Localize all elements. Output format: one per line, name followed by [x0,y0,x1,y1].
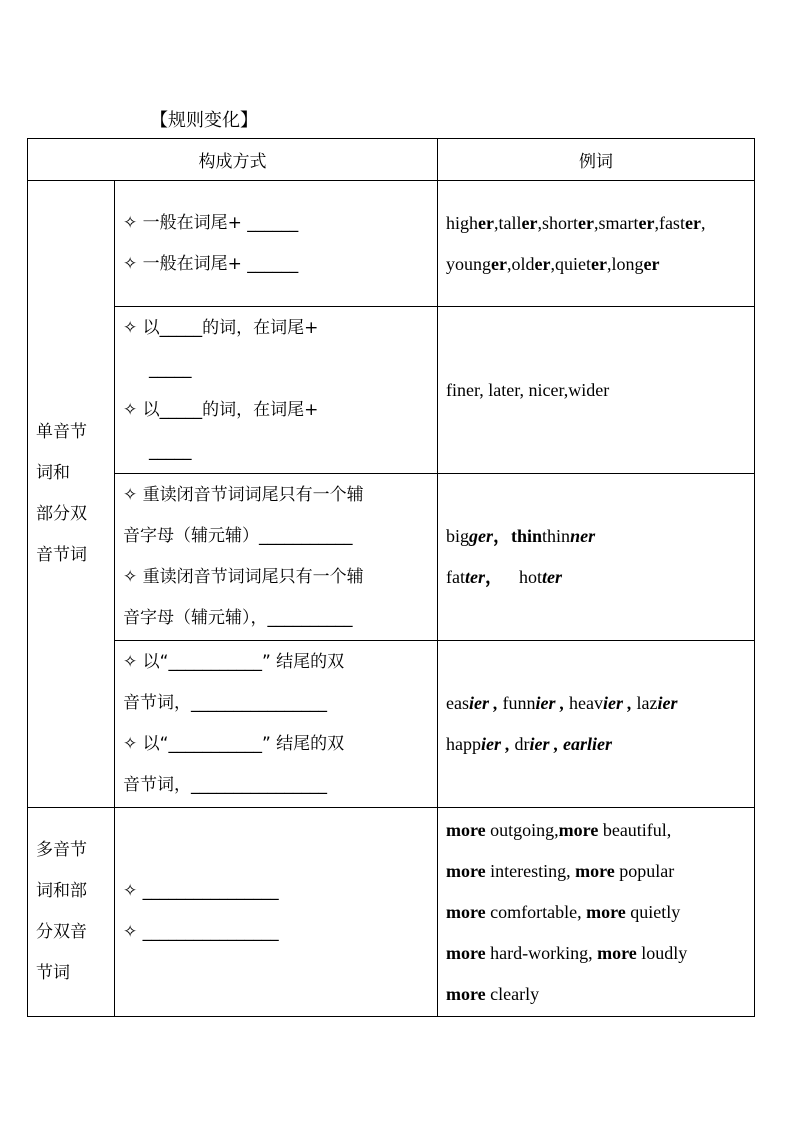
rule-cell [115,808,438,1017]
category-polysyllabic [28,808,115,1017]
example-line: more interesting, more popular [446,860,675,881]
category-line: 音节词 [36,545,87,565]
example-cell [438,181,755,307]
example-line: more clearly [446,983,540,1004]
table-row [28,474,755,641]
example-cell [438,474,755,641]
example-line: finer, later, nicer,wider [446,379,610,400]
rule-line: _____ [149,441,192,461]
category-line: 词和 [36,463,70,483]
rule-cell [115,307,438,474]
rule-line: ✧ 以“___________” 结尾的双 [123,734,345,754]
rule-line: 音节词，________________ [123,775,327,795]
rule-cell [115,474,438,641]
table-row [28,641,755,808]
example-cell [438,641,755,808]
rule-line: ✧ 以_____的词，在词尾+ [123,400,319,420]
header-formation: 构成方式 [28,139,438,181]
rule-line: ✧ 以“___________” 结尾的双 [123,652,345,672]
example-line: younger,older,quieter,longer [446,253,660,274]
example-line: easier , funnier , heavier , lazier [446,693,678,713]
rule-line: _____ [149,359,192,379]
example-line: happier , drier , earlier [446,734,612,754]
comparative-rules-table [27,138,755,1017]
example-line: bigger，thinthinner [446,526,596,546]
rule-cell [115,181,438,307]
header-examples: 例词 [438,139,755,181]
rule-line: ✧ 一般在词尾+ ______ [123,212,299,233]
category-line: 多音节 [36,840,87,860]
example-line: fatter， hotter [446,567,562,587]
rule-line: ✧ 以_____的词，在词尾+ [123,318,319,338]
category-line: 词和部 [36,881,87,901]
example-line: more outgoing,more beautiful, [446,819,672,840]
category-monosyllabic [28,181,115,808]
example-cell [438,808,755,1017]
table-row [28,808,755,1017]
table-row [28,181,755,307]
rule-line: ✧ ________________ [123,881,279,901]
table-row [28,307,755,474]
table-header-row [28,139,755,181]
example-line: higher,taller,shorter,smarter,faster, [446,212,706,233]
category-line: 部分双 [36,504,87,524]
example-line: more comfortable, more quietly [446,901,681,922]
rule-line: 音节词，________________ [123,693,327,713]
section-title: 【规则变化】 [150,110,258,131]
example-line: more hard-working, more loudly [446,942,688,963]
rule-line: ✧ ________________ [123,922,279,942]
rule-line: ✧ 重读闭音节词词尾只有一个辅 [123,567,364,587]
category-line: 单音节 [36,422,87,442]
category-line: 节词 [36,963,70,983]
rule-line: 音字母（辅元辅），__________ [123,608,353,628]
rule-line: 音字母（辅元辅）___________ [123,526,353,546]
example-cell [438,307,755,474]
rule-line: ✧ 一般在词尾+ ______ [123,253,299,274]
category-line: 分双音 [36,922,87,942]
rule-cell [115,641,438,808]
rule-line: ✧ 重读闭音节词词尾只有一个辅 [123,485,364,505]
